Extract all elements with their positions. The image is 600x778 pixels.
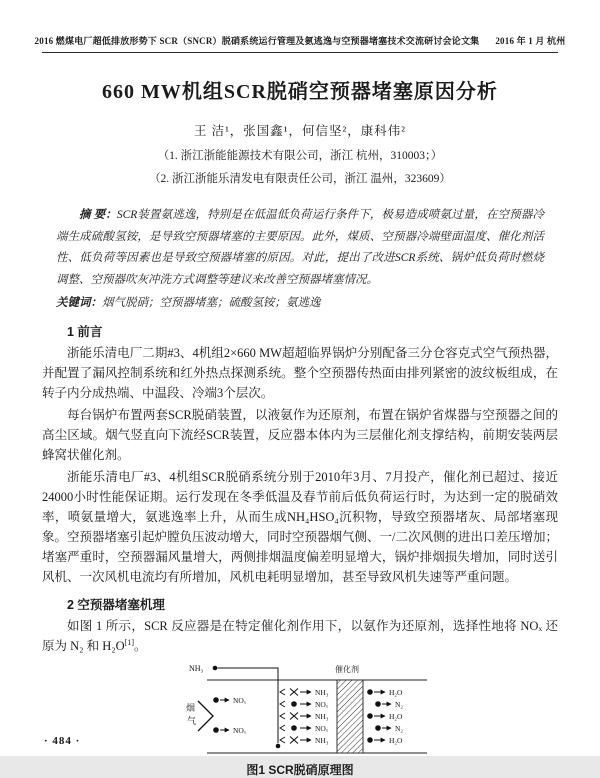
flue-gas-arrow — [198, 701, 213, 731]
product-row-label-4: N₂ — [395, 724, 404, 733]
section-2-paragraph-1 — [42, 616, 558, 656]
conference-title: 2016 燃煤电厂超低排放形势下 SCR（SNCR）脱硝系统运行管理及氨逃逸与空预器堵塞技术交流研讨会论文集 — [34, 36, 480, 46]
mixed-row-label-1: NH₃ — [315, 688, 329, 697]
mixed-row-label-4: NOₓ — [315, 724, 329, 733]
running-header — [34, 34, 566, 53]
authors-line: 王 洁¹，张国鑫¹，何信坚²，康科伟² — [193, 124, 407, 138]
section-2-paragraph-text: 如图 1 所示，SCR 反应器是在特定催化剂作用下，以氨作为还原剂，选择性地将 NOₓ 还原为 N₂ 和 H₂O — [42, 619, 558, 653]
product-row-label-5: H₂O — [389, 736, 403, 745]
section-1-heading: 1 前言 — [67, 325, 103, 339]
mixed-row-label-3: NH₃ — [315, 712, 329, 721]
keywords-label: 关键词： — [56, 297, 102, 309]
ammonia-injection-grid — [213, 666, 285, 749]
affiliation-1: （1. 浙江浙能能源技术有限公司，浙江 杭州，310003；） — [157, 150, 443, 162]
figure-1-caption: 图1 SCR脱硝原理图 — [246, 763, 354, 777]
section-1-paragraph-1: 浙能乐清电厂二期#3、4机组2×660 MW超超临界锅炉分别配备三分仓容克式空气预热器，并配置了漏风控制系统和红外热点探测系统。整个空预器传热面由排列紧密的波纹板组成，在转子内分成热端、中温段、冷端3个层次。 — [42, 346, 558, 400]
catalyst-layer — [337, 680, 363, 753]
nh3-feed-label: NH₃ — [189, 664, 204, 673]
affiliations — [42, 145, 558, 191]
inlet-nox-rows — [213, 696, 247, 735]
catalyst-label: 催化剂 — [335, 665, 359, 674]
page-number: · 484 · — [44, 735, 81, 747]
product-row-label-2: N₂ — [395, 700, 404, 709]
affiliation-2: （2. 浙江浙能乐清发电有限责任公司，浙江 温州，323609） — [149, 173, 451, 185]
product-rows — [367, 689, 391, 743]
conference-date-place: 2016 年 1 月 杭州 — [495, 36, 566, 46]
page-title: 660 MW机组SCR脱硝空预器堵塞原因分析 — [102, 81, 498, 103]
abstract-text: SCR装置氨逃逸，特别是在低温低负荷运行条件下，极易造成喷氨过量，在空预器冷端生成硫酸氢铵，是导致空预器堵塞的主要原因。此外，煤质、空预器冷端壁面温度、催化剂活性、低负荷等因素也是导致空预器堵塞的原因。对此，提出了改进SCR系统、锅炉低负荷时燃烧调整、空预器吹灰冲洗方式调整等建议来改善空预器堵塞情况。 — [56, 209, 544, 286]
flue-gas-label-char2: 气 — [187, 716, 197, 726]
citation-ref: [1] — [124, 637, 135, 647]
flue-gas-label-char1: 烟 — [186, 703, 196, 713]
inlet-nox-label-1: NOₓ — [233, 696, 247, 705]
product-row-label-1: H₂O — [389, 688, 403, 697]
keywords — [56, 293, 544, 314]
product-row-label-3: H₂O — [389, 712, 403, 721]
figure-1 — [42, 660, 558, 760]
abstract-label: 摘 要： — [79, 209, 117, 221]
section-2-paragraph-end: 。 — [134, 639, 147, 653]
inlet-nox-label-2: NOₓ — [233, 726, 247, 735]
mixed-row-label-2: NOₓ — [315, 700, 329, 709]
section-1-paragraph-3: 浙能乐清电厂#3、4机组SCR脱硝系统分别于2010年3月、7月投产，催化剂已超过、接近24000小时性能保证期。运行发现在冬季低温及春节前后低负荷运行时，为达到一定的脱硝效率，喷氨量增大，氨逃逸率上升，从而生成NH₄HSO₄沉积物，导致空预器堵灰、局部堵塞现象。空预器堵塞引起炉膛负压波动增大，同时空预器烟气侧、一/二次风侧的进出口差压增加；堵塞严重时，空预器漏风量增大，两侧排烟温度偏差明显增大，锅炉排烟损失增加，同时送引风机、一次风机电流均有所增加，风机电耗明显增加，甚至导致风机失速等严重问题。 — [42, 470, 558, 584]
keywords-text: 烟气脱硝；空预器堵塞；硫酸氢铵；氨逃逸 — [102, 297, 321, 309]
abstract — [56, 205, 544, 291]
section-2-heading: 2 空预器堵塞机理 — [67, 598, 165, 612]
mixed-row-label-5: NH₃ — [315, 736, 329, 745]
scr-principle-diagram — [185, 660, 435, 760]
section-1-paragraph-2: 每台锅炉布置两套SCR脱硝装置，以液氨作为还原剂，布置在锅炉省煤器与空预器之间的高尘区域。烟气竖直向下流经SCR装置，反应器本体内为三层催化剂支撑结构，前期安装两层蜂窝状催化剂。 — [42, 408, 558, 462]
mixed-gas-rows — [290, 689, 311, 744]
